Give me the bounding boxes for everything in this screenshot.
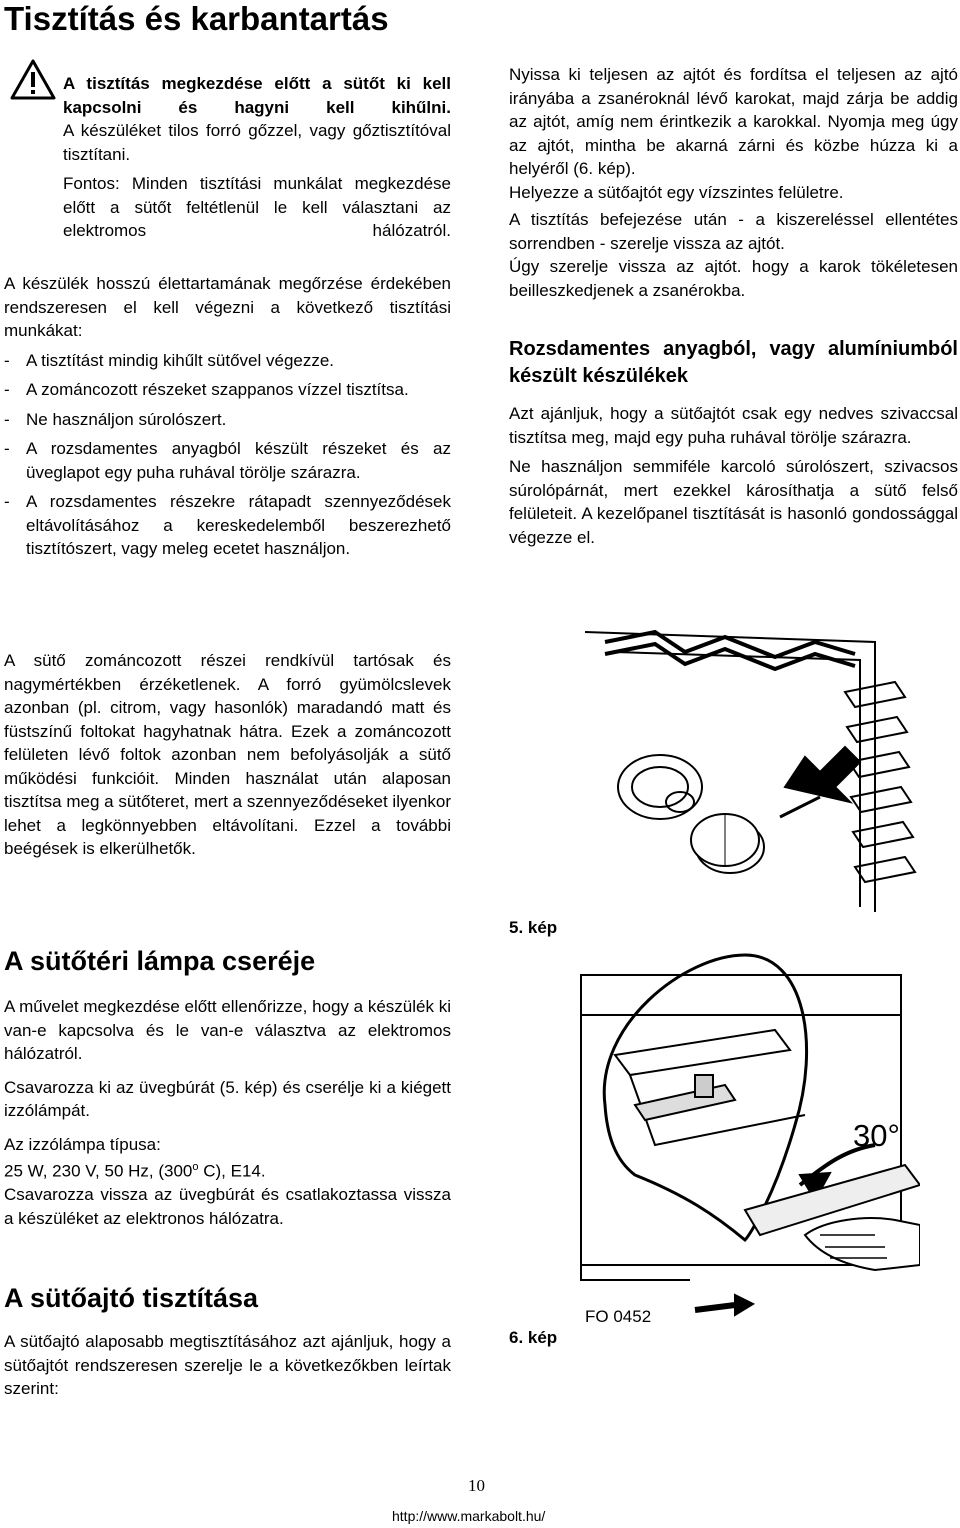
warning-steam: A készüléket tilos forró gőzzel, vagy gőztisztítóval tisztítani.	[63, 121, 451, 164]
list-item: - Ne használjon súrolószert.	[4, 409, 227, 429]
footer-url: http://www.markabolt.hu/	[392, 1508, 546, 1524]
lamp-heading: A sütőtéri lámpa cseréje	[4, 946, 316, 976]
lamp-type-value: 25 W, 230 V, 50 Hz, (300$^o$ C), E14.	[4, 1161, 266, 1181]
right-column	[509, 63, 958, 302]
figure-5-caption: 5. kép	[509, 918, 558, 937]
lamp-paragraph-4: Csavarozza vissza az üvegbúrát és csatlakoztassa vissza a készüléket az elektronos hálózatra.	[4, 1185, 451, 1228]
figure-6-code: FO 0452	[585, 1307, 652, 1326]
steel-paragraph-2: Ne használjon semmiféle karcoló súrolószert, szivacsos súrolópárnát, mert ezekkel károsíthatja a sütő felső felületeit. A kezelőpanel tisztítását is hasonló gondossággal végezze el.	[509, 457, 958, 547]
steel-heading: Rozsdamentes anyagból, vagy alumíniumból készült készülékek	[509, 338, 958, 387]
lamp-section	[4, 995, 451, 1230]
figure-5-lamp	[575, 612, 925, 912]
list-item: - A rozsdamentes anyagból készült részeket és az üveglapot egy puha ruhával törölje szárazra.	[4, 439, 451, 482]
door-flat-surface: Helyezze a sütőajtót egy vízszintes felületre.	[509, 182, 844, 202]
list-item: - A zománcozott részeket szappanos vízzel tisztítsa.	[4, 380, 409, 399]
figure-6-caption: 6. kép	[509, 1328, 558, 1347]
figure-6-door	[575, 935, 920, 1345]
warning-text: A tisztítás megkezdése előtt a sütőt ki kell kapcsolni és hagyni kell kihűlni.	[63, 74, 451, 117]
door-heading: A sütőajtó tisztítása	[4, 1283, 259, 1313]
steel-paragraph-1: Azt ajánljuk, hogy a sütőajtót csak egy nedves szivaccsal tisztítsa meg, majd egy puha ruhával törölje szárazra.	[509, 404, 958, 447]
steel-section	[509, 402, 958, 549]
page-title: Tisztítás és karbantartás	[4, 0, 389, 37]
door-hinges: Úgy szerelje vissza az ajtót. hogy a karok tökéletesen beilleszkedjenek a zsanérokba.	[509, 257, 958, 300]
lamp-paragraph-1: A művelet megkezdése előtt ellenőrizze, hogy a készülék ki van-e kapcsolva és le van-e választva az elektromos hálózatról.	[4, 997, 451, 1063]
list-item: - A rozsdamentes részekre rátapadt szennyeződések eltávolításához a kereskedelemből beszerezhető tisztítószert, vagy meleg ecetet használjon.	[4, 492, 451, 558]
lamp-paragraph-2: Csavarozza ki az üvegbúrát (5. kép) és cserélje ki a kiégett izzólámpát.	[4, 1077, 451, 1120]
door-paragraph: A sütőajtó alaposabb megtisztításához azt ajánljuk, hogy a sütőajtót rendszeresen szerelje le a következőkben leírtak szerint:	[4, 1332, 451, 1398]
lamp-type-label: Az izzólámpa típusa:	[4, 1134, 161, 1154]
warning-important: Fontos: Minden tisztítási munkálat megkezdése előtt a sütőt feltétlenül le kell választani az elektromos hálózatról.	[63, 174, 451, 240]
list-item: - A tisztítást mindig kihűlt sütővel végezze.	[4, 350, 335, 370]
figure-6-angle-label: 30°	[853, 1118, 900, 1153]
cleaning-intro: A készülék hosszú élettartamának megőrzése érdekében rendszeresen el kell végezni a következő tisztítási munkákat:	[4, 274, 451, 340]
warning-block	[63, 72, 451, 243]
door-removal-steps: Nyissa ki teljesen az ajtót és fordítsa el teljesen az ajtó irányába a zsanéroknál lévő karokat, majd zárja be addig az ajtót, amíg nem érintkezik a karokkal. Nyomja meg úgy az ajtót, mintha be akarná zárni és közbe húzza ki a helyéről (6. kép).	[509, 65, 958, 178]
warning-icon	[10, 58, 56, 100]
door-reassemble: A tisztítás befejezése után - a kiszereléssel ellentétes sorrendben - szerelje vissza az ajtót.	[509, 210, 958, 253]
cleaning-section	[4, 272, 451, 561]
page-number: 10	[468, 1476, 485, 1495]
enamel-paragraph: A sütő zománcozott részei rendkívül tartósak és nagymértékben érzéketlenek. A forró gyümölcslevek azonban (pl. citrom, vagy hasonlók) maradandó matt és füstszínű foltokat hagyhatnak hátra. Ezek a zománcozott felületen lévő foltok azonban nem befolyásolják a sütő működési funkcióit. Minden használat után alaposan tisztítsa meg a sütőteret, mert a szennyeződéseket ilyenkor lehet a legkönnyebben eltávolítani. Ezzel a további beégések is elkerülhetők.	[4, 651, 451, 858]
